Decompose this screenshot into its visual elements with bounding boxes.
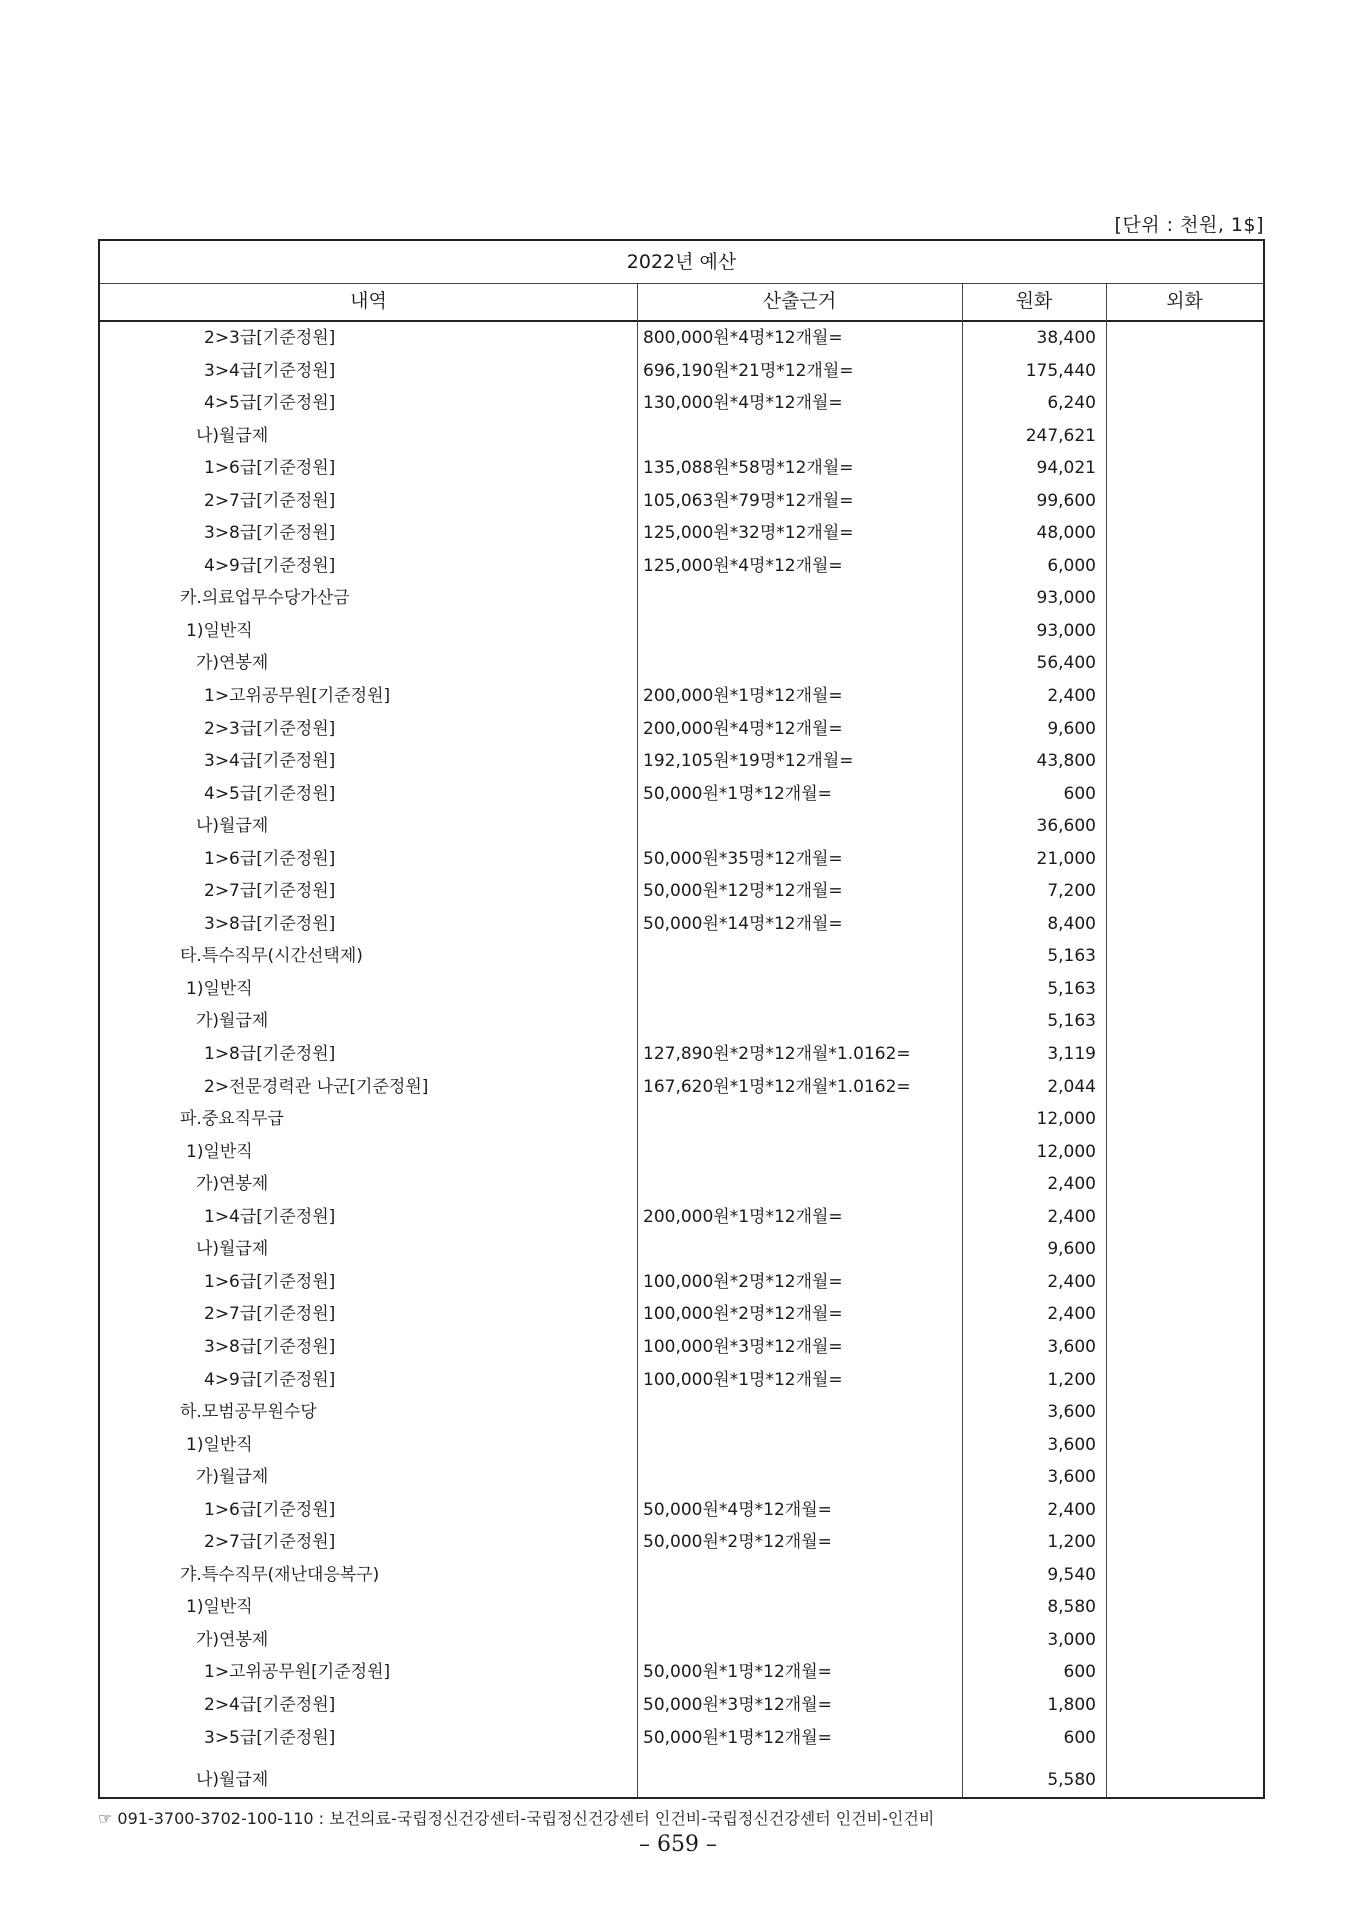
table-row: [100, 1722, 1263, 1755]
row-description: 가)연봉제: [196, 653, 269, 674]
table-row: [100, 1494, 1263, 1527]
unit-label: [단위 : 천원, 1$]: [1114, 214, 1264, 236]
row-basis: 200,000원*1명*12개월=: [643, 1206, 843, 1227]
row-won-amount: 3,600: [1047, 1402, 1096, 1423]
row-basis: 100,000원*2명*12개월=: [643, 1304, 843, 1325]
row-description: 1)일반직: [186, 1141, 253, 1162]
row-won-amount: 5,163: [1047, 946, 1096, 967]
row-description: 2>7급[기준정원]: [204, 881, 336, 902]
row-won-amount: 6,240: [1047, 393, 1096, 414]
row-basis: 130,000원*4명*12개월=: [643, 393, 843, 414]
table-row: [100, 1038, 1263, 1071]
row-won-amount: 3,119: [1047, 1044, 1096, 1065]
table-row: [100, 452, 1263, 485]
table-row: [100, 1689, 1263, 1722]
row-won-amount: 8,580: [1047, 1597, 1096, 1618]
header-won: 원화: [1015, 290, 1053, 312]
table-row: [100, 420, 1263, 453]
row-description: 4>9급[기준정원]: [204, 555, 336, 576]
row-description: 나)월급제: [196, 1239, 269, 1260]
row-description: 1>고위공무원[기준정원]: [204, 686, 391, 707]
row-description: 1)일반직: [186, 1434, 253, 1455]
table-row: [100, 1764, 1263, 1797]
table-row: [100, 1559, 1263, 1592]
row-basis: 50,000원*1명*12개월=: [643, 1662, 832, 1683]
row-description: 2>전문경력관 나군[기준정원]: [204, 1076, 429, 1097]
table-row: [100, 1168, 1263, 1201]
row-description: 1)일반직: [186, 978, 253, 999]
table-row: [100, 1136, 1263, 1169]
table-body: [100, 322, 1263, 1797]
table-row: [100, 1396, 1263, 1429]
row-won-amount: 247,621: [1025, 425, 1096, 446]
table-row: [100, 550, 1263, 583]
row-basis: 127,890원*2명*12개월*1.0162=: [643, 1044, 911, 1065]
row-won-amount: 12,000: [1036, 1109, 1096, 1130]
row-won-amount: 21,000: [1036, 848, 1096, 869]
row-basis: 50,000원*14명*12개월=: [643, 913, 843, 934]
table-row: [100, 647, 1263, 680]
row-description: 타.특수직무(시간선택제): [180, 946, 363, 967]
row-won-amount: 43,800: [1036, 751, 1096, 772]
row-basis: 800,000원*4명*12개월=: [643, 328, 843, 348]
row-won-amount: 600: [1063, 783, 1096, 804]
row-won-amount: 3,600: [1047, 1434, 1096, 1455]
row-description: 3>8급[기준정원]: [204, 523, 336, 544]
row-description: 파.중요직무급: [180, 1109, 284, 1130]
table-row: [100, 810, 1263, 843]
row-description: 2>7급[기준정원]: [204, 1532, 336, 1553]
header-foreign: 외화: [1166, 290, 1203, 312]
table-row: [100, 1298, 1263, 1331]
row-won-amount: 36,600: [1036, 816, 1096, 837]
table-row: [100, 1266, 1263, 1299]
row-won-amount: 3,600: [1047, 1467, 1096, 1488]
row-description: 1)일반직: [186, 1597, 253, 1618]
table-row: [100, 778, 1263, 811]
row-description: 2>7급[기준정원]: [204, 490, 336, 511]
row-won-amount: 9,540: [1047, 1564, 1096, 1585]
row-won-amount: 56,400: [1036, 653, 1096, 674]
row-basis: 50,000원*12명*12개월=: [643, 881, 843, 902]
table-row: [100, 908, 1263, 941]
table-title: 2022년 예산: [100, 241, 1263, 284]
header-description: 내역: [350, 290, 387, 312]
row-description: 1>고위공무원[기준정원]: [204, 1662, 391, 1683]
table-row: [100, 1233, 1263, 1266]
row-basis: 100,000원*2명*12개월=: [643, 1271, 843, 1292]
row-basis: 50,000원*2명*12개월=: [643, 1532, 832, 1553]
row-description: 2>7급[기준정원]: [204, 1304, 336, 1325]
row-description: 카.의료업무수당가산금: [180, 588, 350, 609]
row-won-amount: 12,000: [1036, 1141, 1096, 1162]
row-description: 3>8급[기준정원]: [204, 913, 336, 934]
row-basis: 200,000원*1명*12개월=: [643, 686, 843, 707]
row-won-amount: 2,400: [1047, 1174, 1096, 1195]
row-description: 나)월급제: [196, 425, 269, 446]
table-row: [100, 355, 1263, 388]
table-row: [100, 387, 1263, 420]
row-won-amount: 2,044: [1047, 1076, 1096, 1097]
row-basis: 105,063원*79명*12개월=: [643, 490, 854, 511]
row-basis: 50,000원*35명*12개월=: [643, 848, 843, 869]
table-row: [100, 1461, 1263, 1494]
table-row: [100, 1201, 1263, 1234]
row-description: 3>4급[기준정원]: [204, 360, 336, 381]
row-basis: 50,000원*1명*12개월=: [643, 1727, 832, 1748]
row-description: 가)연봉제: [196, 1629, 269, 1650]
table-row: [100, 745, 1263, 778]
row-description: 3>5급[기준정원]: [204, 1727, 336, 1748]
table-row: [100, 940, 1263, 973]
table-row: [100, 1591, 1263, 1624]
row-basis: 100,000원*1명*12개월=: [643, 1369, 843, 1390]
row-won-amount: 7,200: [1047, 881, 1096, 902]
row-won-amount: 175,440: [1025, 360, 1096, 381]
row-description: 4>9급[기준정원]: [204, 1369, 336, 1390]
row-won-amount: 9,600: [1047, 718, 1096, 739]
row-description: 1>6급[기준정원]: [204, 1499, 336, 1520]
row-won-amount: 600: [1063, 1662, 1096, 1683]
row-description: 가)월급제: [196, 1467, 269, 1488]
row-won-amount: 9,600: [1047, 1239, 1096, 1260]
row-description: 2>3급[기준정원]: [204, 718, 336, 739]
row-won-amount: 2,400: [1047, 1206, 1096, 1227]
table-row: [100, 1103, 1263, 1136]
row-description: 1>6급[기준정원]: [204, 458, 336, 479]
table-row: [100, 713, 1263, 746]
row-basis: 50,000원*3명*12개월=: [643, 1694, 832, 1715]
row-won-amount: 2,400: [1047, 686, 1096, 707]
row-basis: 125,000원*32명*12개월=: [643, 523, 854, 544]
row-description: 2>4급[기준정원]: [204, 1694, 336, 1715]
row-description: 가)연봉제: [196, 1174, 269, 1195]
row-description: 2>3급[기준정원]: [204, 328, 336, 348]
row-description: 나)월급제: [196, 816, 269, 837]
row-won-amount: 99,600: [1036, 490, 1096, 511]
row-won-amount: 1,200: [1047, 1532, 1096, 1553]
row-won-amount: 3,000: [1047, 1629, 1096, 1650]
row-basis: 100,000원*3명*12개월=: [643, 1336, 843, 1357]
row-description: 가)월급제: [196, 1011, 269, 1032]
row-won-amount: 38,400: [1036, 328, 1096, 348]
row-won-amount: 93,000: [1036, 588, 1096, 609]
table-row: [100, 1364, 1263, 1397]
row-won-amount: 1,800: [1047, 1694, 1096, 1715]
row-description: 1>8급[기준정원]: [204, 1044, 336, 1065]
header-basis: 산출근거: [762, 290, 837, 312]
row-won-amount: 93,000: [1036, 620, 1096, 641]
row-description: 1>4급[기준정원]: [204, 1206, 336, 1227]
row-description: 1>6급[기준정원]: [204, 848, 336, 869]
row-basis: 192,105원*19명*12개월=: [643, 751, 854, 772]
row-won-amount: 2,400: [1047, 1271, 1096, 1292]
row-won-amount: 5,163: [1047, 978, 1096, 999]
table-row: [100, 1331, 1263, 1364]
row-won-amount: 600: [1063, 1727, 1096, 1748]
table-row: [100, 973, 1263, 1006]
row-basis: 50,000원*1명*12개월=: [643, 783, 832, 804]
account-code-footnote: ☞ 091-3700-3702-100-110 : 보건의료-국립정신건강센터-국립정신건강센터 인건비-국립정신건강센터 인건비-인건비: [98, 1809, 935, 1828]
budget-table: [98, 239, 1265, 1799]
row-description: 4>5급[기준정원]: [204, 393, 336, 414]
table-row: [100, 1656, 1263, 1689]
table-row: [100, 1071, 1263, 1104]
table-row: [100, 1005, 1263, 1038]
row-description: 갸.특수직무(재난대응복구): [180, 1564, 380, 1585]
row-basis: 167,620원*1명*12개월*1.0162=: [643, 1076, 911, 1097]
row-basis: 125,000원*4명*12개월=: [643, 555, 843, 576]
row-description: 하.모범공무원수당: [180, 1402, 317, 1423]
row-won-amount: 6,000: [1047, 555, 1096, 576]
row-basis: 200,000원*4명*12개월=: [643, 718, 843, 739]
table-row: [100, 1624, 1263, 1657]
table-row: [100, 1429, 1263, 1462]
row-basis: 696,190원*21명*12개월=: [643, 360, 854, 381]
table-row: [100, 1526, 1263, 1559]
row-won-amount: 48,000: [1036, 523, 1096, 544]
row-won-amount: 2,400: [1047, 1304, 1096, 1325]
row-description: 3>8급[기준정원]: [204, 1336, 336, 1357]
row-won-amount: 5,163: [1047, 1011, 1096, 1032]
row-description: 4>5급[기준정원]: [204, 783, 336, 804]
table-row: [100, 680, 1263, 713]
table-row: [100, 615, 1263, 648]
table-row: [100, 843, 1263, 876]
table-row: [100, 485, 1263, 518]
row-won-amount: 2,400: [1047, 1499, 1096, 1520]
row-basis: 50,000원*4명*12개월=: [643, 1499, 832, 1520]
row-won-amount: 1,200: [1047, 1369, 1096, 1390]
row-won-amount: 94,021: [1036, 458, 1096, 479]
table-row: [100, 875, 1263, 908]
row-description: 1)일반직: [186, 620, 253, 641]
table-header-row: [100, 283, 1263, 322]
row-description: 나)월급제: [196, 1770, 269, 1791]
row-description: 3>4급[기준정원]: [204, 751, 336, 772]
table-row: [100, 517, 1263, 550]
row-won-amount: 5,580: [1047, 1770, 1096, 1791]
table-row: [100, 582, 1263, 615]
row-description: 1>6급[기준정원]: [204, 1271, 336, 1292]
table-row: [100, 322, 1263, 355]
row-basis: 135,088원*58명*12개월=: [643, 458, 854, 479]
page-number: – 659 –: [639, 1832, 717, 1857]
row-won-amount: 8,400: [1047, 913, 1096, 934]
row-won-amount: 3,600: [1047, 1336, 1096, 1357]
